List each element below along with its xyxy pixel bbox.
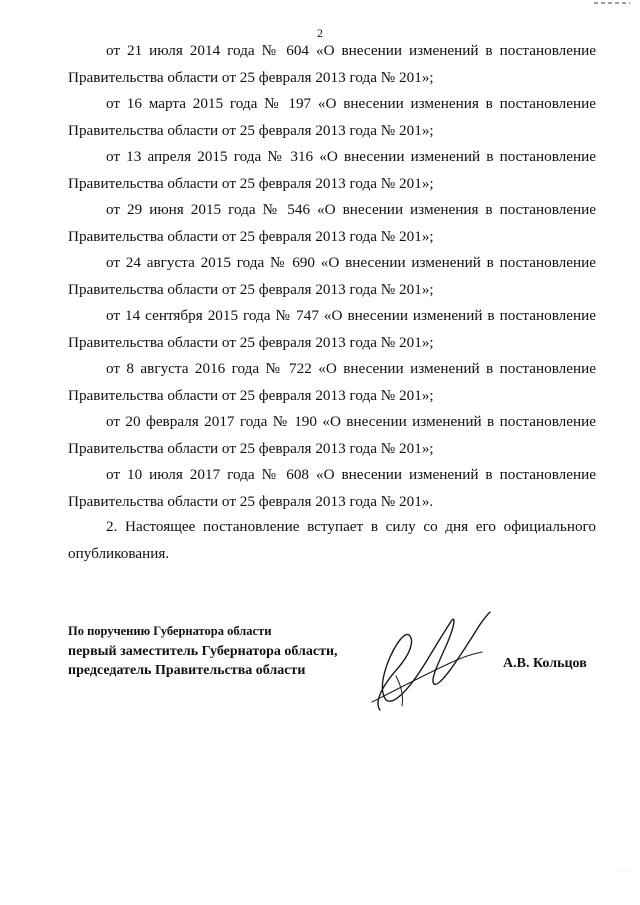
clause-2: 2. Настоящее постановление вступает в силу со дня его официального опубликования. [68, 518, 596, 562]
signature-line-3: председатель Правительства области [68, 663, 306, 678]
signatory-name: А.В. Кольцов [503, 656, 587, 671]
amendment-item-9: от 10 июля 2017 года № 608 «О внесении изменений в постановление Правительства области от 25 февраля 2013 года № 201». [68, 466, 596, 510]
amendment-item-2: от 16 марта 2015 года № 197 «О внесении изменения в постановление Правительства области от 25 февраля 2013 года № 201»; [68, 95, 596, 139]
page-number: 2 [317, 26, 323, 40]
amendment-item-6: от 14 сентября 2015 года № 747 «О внесении изменений в постановление Правительства области от 25 февраля 2013 года № 201»; [68, 307, 596, 351]
amendment-item-3: от 13 апреля 2015 года № 316 «О внесении изменений в постановление Правительства области от 25 февраля 2013 года № 201»; [68, 148, 596, 192]
amendment-item-4: от 29 июня 2015 года № 546 «О внесении изменения в постановление Правительства области от 25 февраля 2013 года № 201»; [68, 201, 596, 245]
signature-line-2: первый заместитель Губернатора области, [68, 644, 338, 659]
amendment-item-5: от 24 августа 2015 года № 690 «О внесении изменений в постановление Правительства области от 25 февраля 2013 года № 201»; [68, 254, 596, 298]
signature-line-1: По поручению Губернатора области [68, 624, 272, 638]
handwritten-signature [352, 606, 502, 716]
amendment-item-7: от 8 августа 2016 года № 722 «О внесении изменений в постановление Правительства области от 25 февраля 2013 года № 201»; [68, 360, 596, 404]
amendment-item-1: от 21 июля 2014 года № 604 «О внесении изменений в постановление Правительства области от 25 февраля 2013 года № 201»; [68, 42, 596, 86]
scan-dots: · · · [618, 866, 630, 875]
corner-mark [592, 0, 632, 6]
amendment-item-8: от 20 февраля 2017 года № 190 «О внесении изменений в постановление Правительства области от 25 февраля 2013 года № 201»; [68, 413, 596, 457]
